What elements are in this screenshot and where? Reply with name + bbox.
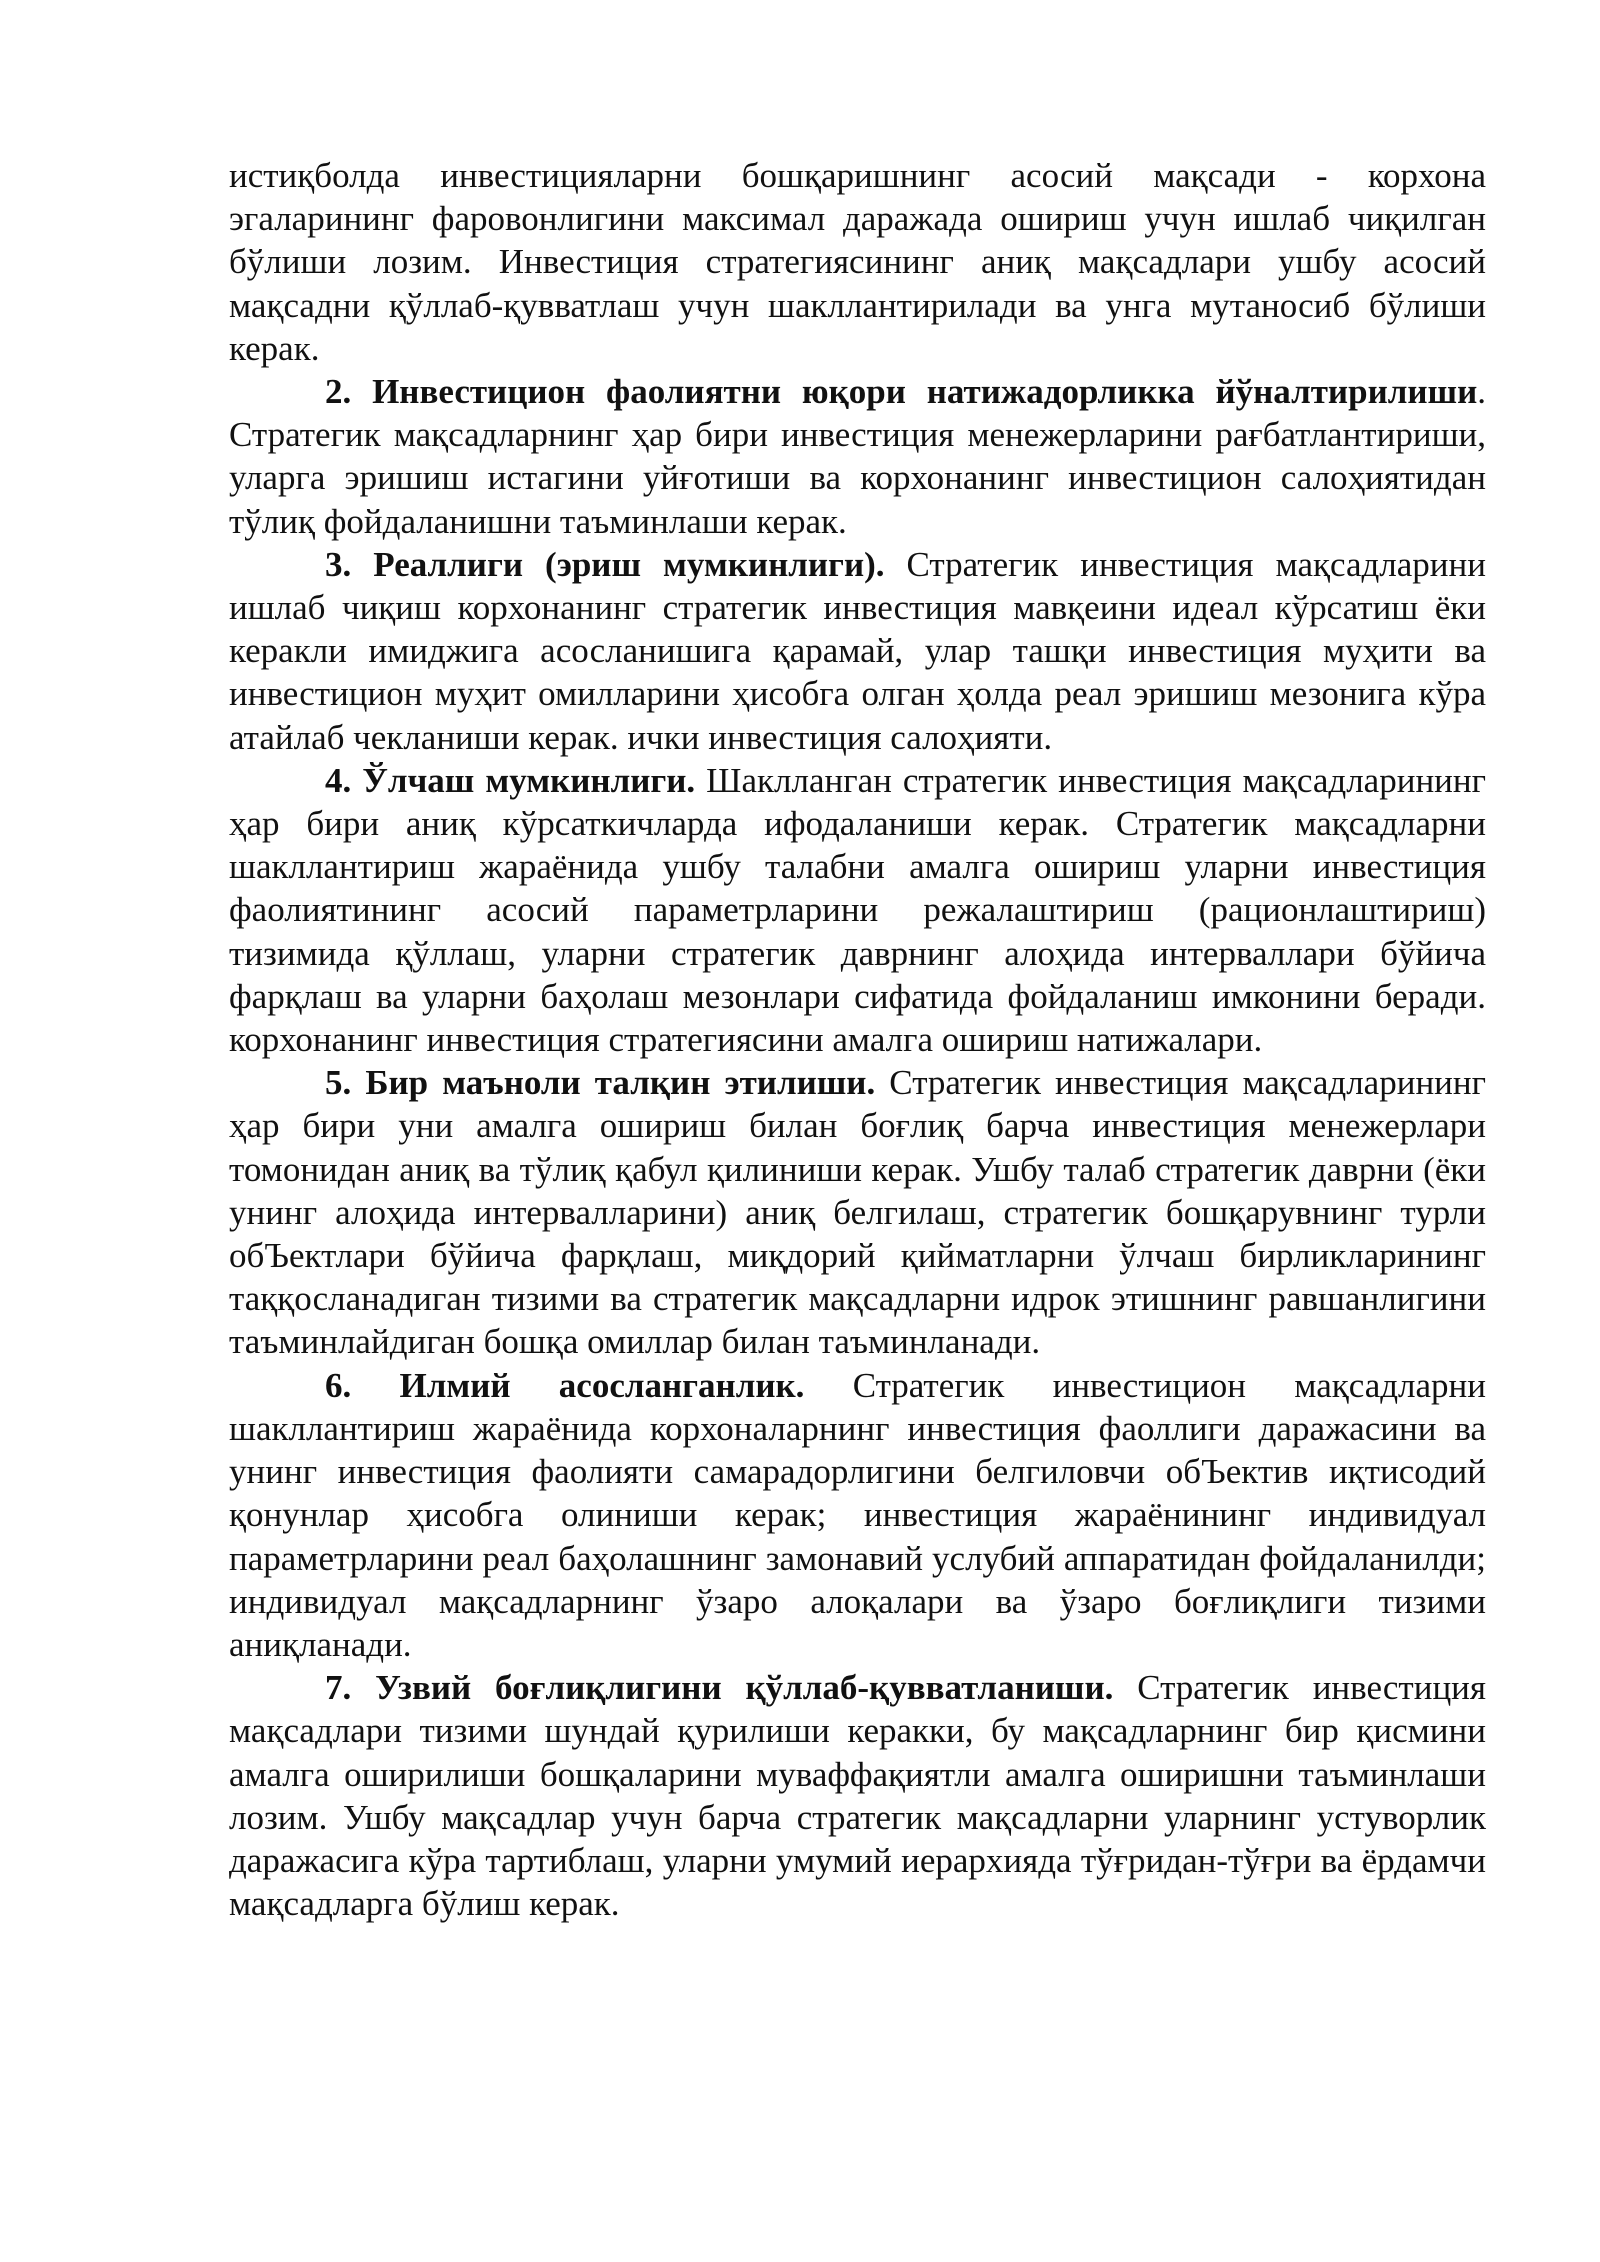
- section-7-paragraph: [229, 1666, 1486, 1925]
- section-3-body: Стратегик инвестиция мақсадларини ишлаб чиқиш корхонанинг стратегик инвестиция мавқеини идеал кўрсатиш ёки керакли имиджига асосланишига қарамай, улар ташқи инвестиция муҳити ва инвестицион муҳит омилларини ҳисобга олган ҳолда реал эришиш мезонига кўра атайлаб чекланиши керак. ички инвестиция салоҳияти.: [229, 544, 1486, 757]
- section-4-heading: 4. Ўлчаш мумкинлиги.: [325, 760, 696, 800]
- document-page: [229, 154, 1486, 1925]
- section-4-body: Шаклланган стратегик инвестиция мақсадларининг ҳар бири аниқ кўрсаткичларда ифодаланиши керак. Стратегик мақсадларни шакллантириш жараёнида ушбу талабни амалга ошириш уларни инвестиция фаолиятининг асосий параметрларини режалаштириш (рационлаштириш) тизимида қўллаш, уларни стратегик даврнинг алоҳида интерваллари бўйича фарқлаш ва уларни баҳолаш мезонлари сифатида фойдаланиш имконини беради. корхонанинг инвестиция стратегиясини амалга ошириш натижалари.: [229, 760, 1486, 1060]
- section-7-body: Стратегик инвестиция мақсадлари тизими шундай қурилиши керакки, бу мақсадларнинг бир қисмини амалга оширилиши бошқаларини муваффақиятли амалга оширишни таъминлаши лозим. Ушбу мақсадлар учун барча стратегик мақсадларни уларнинг устуворлик даражасига кўра тартиблаш, уларни умумий иерархияда тўғридан-тўғри ва ёрдамчи мақсадларга бўлиш керак.: [229, 1668, 1487, 1924]
- section-2-heading: 2. Инвестицион фаолиятни юқори натижадорликка йўналтирилиши: [325, 372, 1478, 412]
- section-7-heading: 7. Узвий боғлиқлигини қўллаб-қувватланиши.: [325, 1668, 1114, 1708]
- section-3-heading: 3. Реаллиги (эриш мумкинлиги).: [325, 544, 885, 584]
- section-5-heading: 5. Бир маъноли талқин этилиши.: [325, 1063, 876, 1103]
- section-6-paragraph: [229, 1364, 1486, 1666]
- section-6-heading: 6. Илмий асосланганлик.: [325, 1365, 805, 1405]
- section-2-paragraph: [229, 370, 1486, 543]
- intro-paragraph: истиқболда инвестицияларни бошқаришнинг асосий мақсади - корхона эгаларининг фаровонлигини максимал даражада ошириш учун ишлаб чиқилган бўлиши лозим. Инвестиция стратегиясининг аниқ мақсадлари ушбу асосий мақсадни қўллаб-қувватлаш учун шакллантирилади ва унга мутаносиб бўлиши керак.: [229, 156, 1486, 368]
- section-3-paragraph: [229, 543, 1486, 759]
- section-2-body: . Стратегик мақсадларнинг ҳар бири инвестиция менежерларини рағбатлантириши, уларга эришиш истагини уйғотиши ва корхонанинг инвестицион салоҳиятидан тўлиқ фойдаланишни таъминлаши керак.: [229, 372, 1486, 541]
- section-6-body: Стратегик инвестицион мақсадларни шакллантириш жараёнида корхоналарнинг инвестиция фаоллиги даражасини ва унинг инвестиция фаолияти самарадорлигини белгиловчи обЪектив иқтисодий қонунлар ҳисобга олиниши керак; инвестиция жараёнининг индивидуал параметрларини реал баҳолашнинг замонавий услубий аппаратидан фойдаланилди; индивидуал мақсадларнинг ўзаро алоқалари ва ўзаро боғлиқлиги тизими аниқланади.: [229, 1365, 1486, 1664]
- section-5-body: Стратегик инвестиция мақсадларининг ҳар бири уни амалга ошириш билан боғлиқ барча инвестиция менежерлари томонидан аниқ ва тўлиқ қабул қилиниши керак. Ушбу талаб стратегик даврни (ёки унинг алоҳида интервалларини) аниқ белгилаш, стратегик бошқарувнинг турли обЪектлари бўйича фарқлаш, миқдорий қийматларни ўлчаш бирликларининг таққосланадиган тизими ва стратегик мақсадларни идрок этишнинг равшанлигини таъминлайдиган бошқа омиллар билан таъминланади.: [229, 1063, 1486, 1362]
- section-4-paragraph: [229, 759, 1486, 1061]
- section-5-paragraph: [229, 1061, 1486, 1363]
